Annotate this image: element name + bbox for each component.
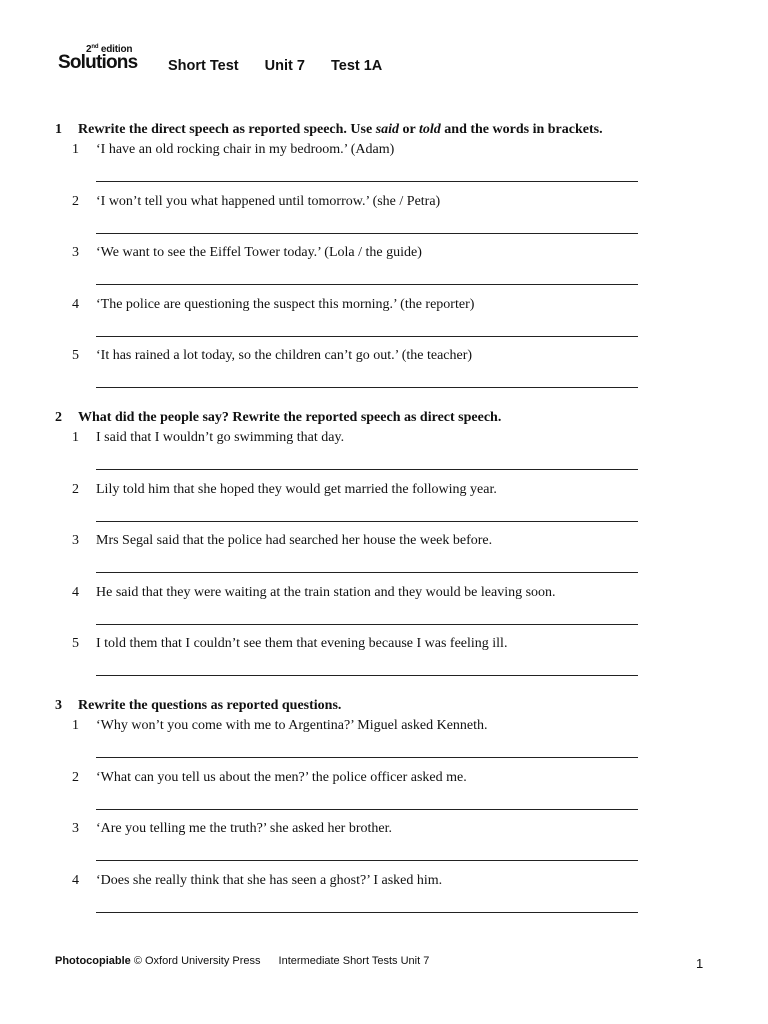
question-item	[55, 428, 655, 480]
exercise-number: 2	[55, 409, 62, 425]
exercise-number: 1	[55, 122, 62, 137]
question-number: 5	[72, 636, 79, 652]
answer-line[interactable]	[96, 387, 638, 388]
question-item	[55, 192, 655, 244]
exercise-instruction: 3 Rewrite the questions as reported questions.	[55, 696, 655, 716]
question-text: ‘The police are questioning the suspect this morning.’ (the reporter)	[96, 296, 475, 312]
answer-line[interactable]	[96, 521, 638, 522]
question-text: ‘It has rained a lot today, so the children can’t go out.’ (the teacher)	[96, 348, 473, 364]
answer-line[interactable]	[96, 809, 638, 810]
answer-line[interactable]	[96, 572, 638, 573]
answer-line[interactable]	[96, 284, 638, 285]
question-text: ‘What can you tell us about the men?’ the police officer asked me.	[96, 769, 467, 785]
answer-line[interactable]	[96, 336, 638, 337]
exercise-number: 3	[55, 697, 62, 713]
question-number: 1	[72, 429, 79, 445]
question-number: 2	[72, 481, 79, 497]
solutions-logo	[58, 44, 148, 76]
page-number: 1	[696, 956, 704, 971]
question-text: He said that they were waiting at the train station and they would be leaving soon.	[96, 584, 556, 600]
question-number: 2	[72, 193, 79, 209]
header-test-id: Test 1A	[330, 58, 383, 74]
answer-line[interactable]	[96, 860, 638, 861]
answer-line[interactable]	[96, 675, 638, 676]
question-text: Mrs Segal said that the police had searched her house the week before.	[96, 533, 493, 549]
answer-line[interactable]	[96, 757, 638, 758]
question-number: 3	[72, 245, 79, 261]
answer-line[interactable]	[96, 912, 638, 913]
answer-line[interactable]	[96, 233, 638, 234]
question-number: 5	[72, 348, 79, 364]
question-item	[55, 140, 655, 192]
question-item	[55, 634, 655, 686]
logo-wordmark: Solutions	[58, 52, 138, 73]
question-item	[55, 768, 655, 820]
question-item	[55, 346, 655, 398]
question-number: 4	[72, 296, 79, 312]
question-text: I told them that I couldn’t see them that evening because I was feeling ill.	[96, 636, 508, 652]
answer-line[interactable]	[96, 469, 638, 470]
exercise-instruction: 2 What did the people say? Rewrite the reported speech as direct speech.	[55, 408, 655, 428]
photocopiable-label: Photocopiable	[55, 955, 131, 967]
question-item	[55, 583, 655, 635]
exercise-3	[55, 696, 655, 922]
test-content	[55, 120, 655, 922]
question-number: 4	[72, 584, 79, 600]
page-footer	[55, 955, 429, 967]
question-number: 3	[72, 533, 79, 549]
question-text: ‘Why won’t you come with me to Argentina?’ Miguel asked Kenneth.	[96, 717, 488, 733]
question-item	[55, 243, 655, 295]
exercise-instruction: 1 Rewrite the direct speech as reported speech. Use said or told and the words in brackets.	[55, 120, 655, 140]
copyright-text: © Oxford University Press	[130, 955, 261, 967]
question-text: ‘Are you telling me the truth?’ she asked her brother.	[96, 821, 392, 837]
question-item	[55, 871, 655, 923]
answer-line[interactable]	[96, 181, 638, 182]
logo-edition-label: 2nd edition	[86, 44, 133, 55]
question-item	[55, 531, 655, 583]
question-number: 1	[72, 717, 79, 733]
header-test-type: Short Test	[168, 58, 239, 74]
question-text: I said that I wouldn’t go swimming that day.	[96, 429, 345, 445]
question-text: ‘Does she really think that she has seen a ghost?’ I asked him.	[96, 872, 443, 888]
answer-line[interactable]	[96, 624, 638, 625]
question-item	[55, 295, 655, 347]
header-unit: Unit 7	[264, 58, 305, 74]
test-header	[168, 58, 404, 74]
question-text: ‘I won’t tell you what happened until tomorrow.’ (she / Petra)	[96, 193, 441, 209]
question-number: 4	[72, 872, 79, 888]
question-item	[55, 716, 655, 768]
exercise-1	[55, 120, 655, 398]
question-text: ‘We want to see the Eiffel Tower today.’ (Lola / the guide)	[96, 245, 422, 261]
question-text: Lily told him that she hoped they would get married the following year.	[96, 481, 497, 497]
question-item	[55, 480, 655, 532]
question-number: 2	[72, 769, 79, 785]
question-item	[55, 819, 655, 871]
book-title: Intermediate Short Tests Unit 7	[278, 955, 430, 967]
question-number: 3	[72, 821, 79, 837]
question-text: ‘I have an old rocking chair in my bedroom.’ (Adam)	[96, 142, 395, 157]
exercise-2	[55, 408, 655, 686]
question-number: 1	[72, 142, 79, 157]
